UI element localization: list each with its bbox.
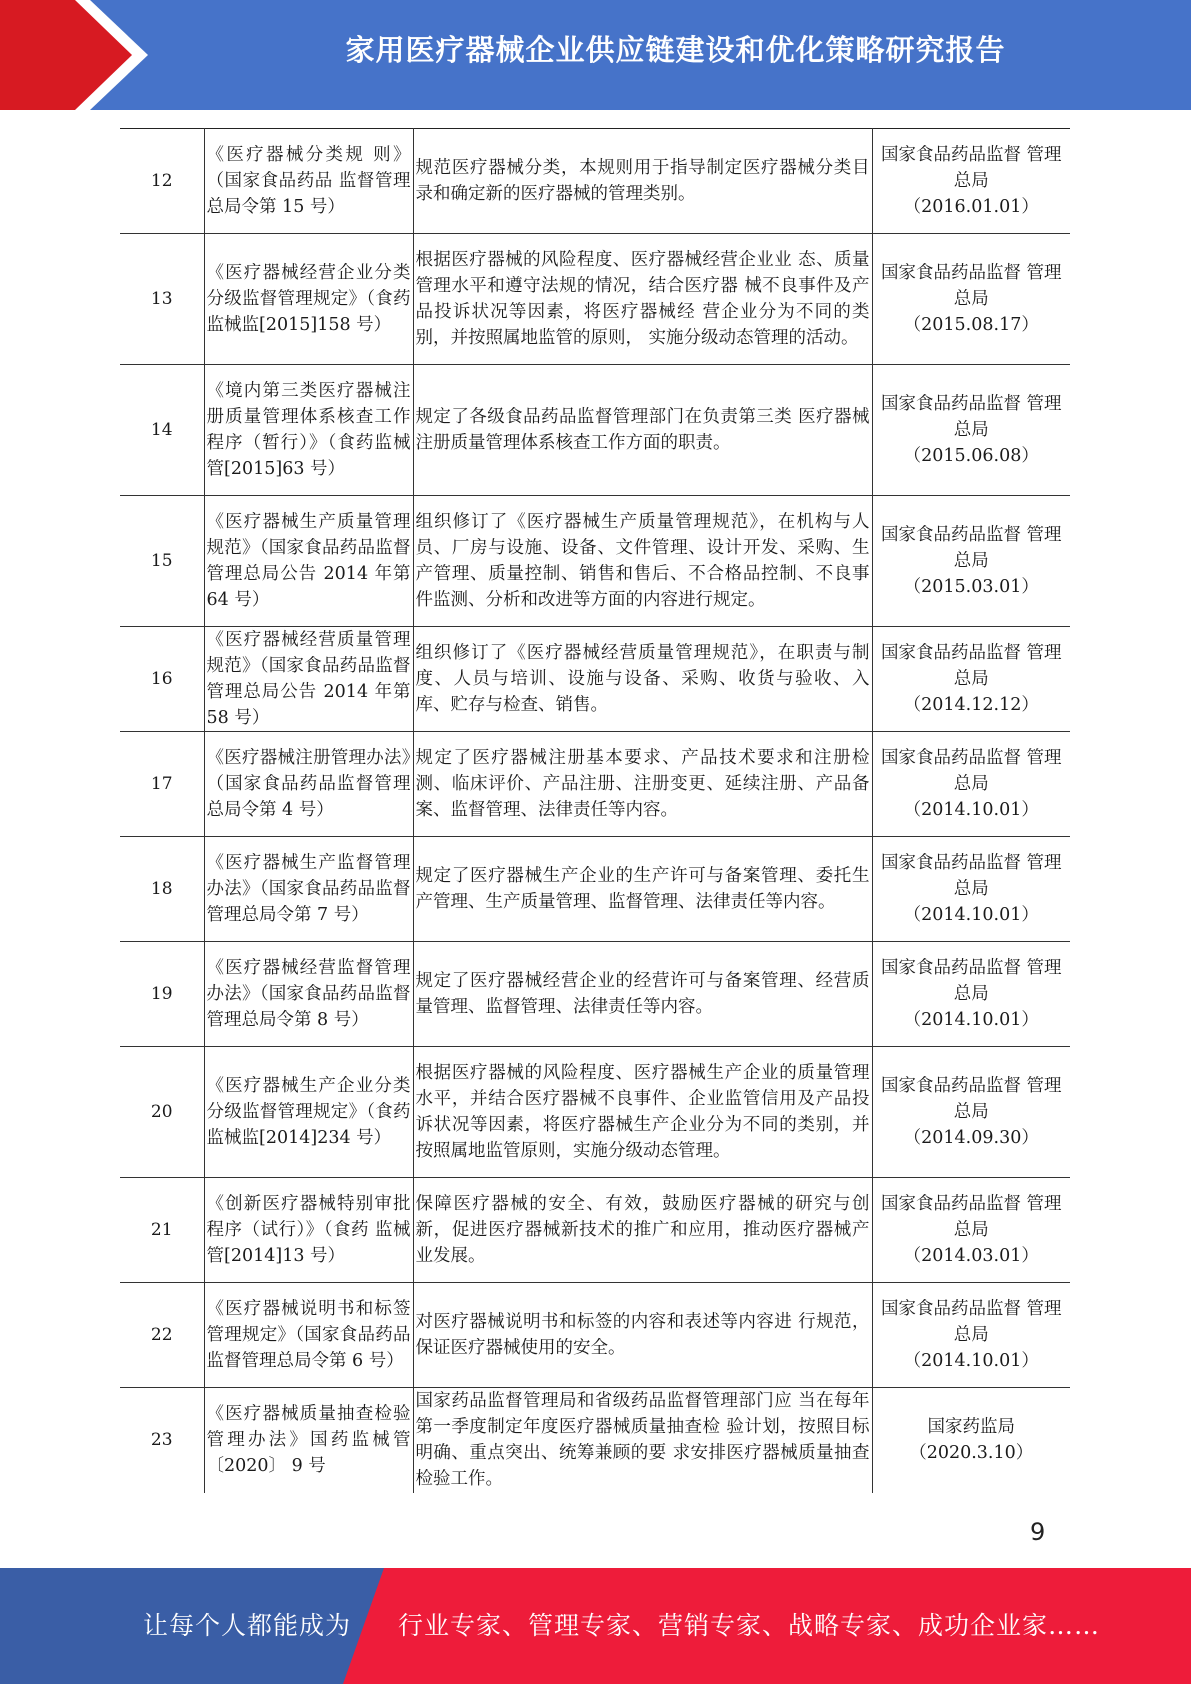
- regulation-title: 《医疗器械经营企业分类分级监督管理规定》（食药监械监[2015]158 号）: [204, 234, 413, 365]
- table-row: [120, 732, 1070, 837]
- page-footer: [0, 1568, 1191, 1684]
- effective-date: （2015.03.01）: [903, 577, 1039, 597]
- regulation-title: 《医疗器械生产企业分类分级监督管理规定》（食药监械监[2014]234 号）: [204, 1047, 413, 1178]
- issuer-cell: [872, 129, 1070, 234]
- table-row: [120, 365, 1070, 496]
- table-row: [120, 1047, 1070, 1178]
- issuer-cell: [872, 942, 1070, 1047]
- regulation-title: 《医疗器械分类规 则》（国家食品药品 监督管理总局令第 15 号）: [204, 129, 413, 234]
- regulations-table: [120, 128, 1070, 1493]
- table-row: [120, 942, 1070, 1047]
- issuer-name: 国家食品药品监督 管理总局: [880, 643, 1062, 689]
- regulation-title: 《医疗器械生产监督管理办法》（国家食品药品监督管理总局令第 7 号）: [204, 837, 413, 942]
- table-row: [120, 1388, 1070, 1493]
- table-row: [120, 837, 1070, 942]
- issuer-cell: [872, 1283, 1070, 1388]
- regulation-title: 《创新医疗器械特别审批程序（试行）》（食药 监械管[2014]13 号）: [204, 1178, 413, 1283]
- regulation-description: 根据医疗器械的风险程度、医疗器械经营企业业 态、质量管理水平和遵守法规的情况，结合医疗器 械不良事件及产品投诉状况等因素，将医疗器械经 营企业分为不同的类别，并按照属地监管的原则， 实施分级动态管理的活动。: [413, 234, 872, 365]
- effective-date: （2020.3.10）: [909, 1443, 1034, 1464]
- footer-slogan-left: 让每个人都能成为: [143, 1611, 352, 1640]
- regulation-title: 《医疗器械说明书和标签管理规定》（国家食品药品监督管理总局令第 6 号）: [204, 1283, 413, 1388]
- page-header: [0, 0, 1191, 110]
- regulation-description: 组织修订了《医疗器械生产质量管理规范》，在机构与人员、厂房与设施、设备、文件管理、设计开发、采购、生产管理、质量控制、销售和售后、不合格品控制、不良事件监测、分析和改进等方面的内容进行规定。: [413, 496, 872, 627]
- row-number: 23: [120, 1388, 204, 1493]
- regulation-description: 国家药品监督管理局和省级药品监督管理部门应 当在每年第一季度制定年度医疗器械质量抽查检 验计划，按照目标明确、重点突出、统筹兼顾的要 求安排医疗器械质量抽查检验工作。: [413, 1388, 872, 1493]
- effective-date: （2015.06.08）: [903, 446, 1039, 466]
- issuer-name: 国家食品药品监督 管理总局: [880, 748, 1062, 794]
- row-number: 18: [120, 837, 204, 942]
- issuer-cell: [872, 1047, 1070, 1178]
- row-number: 12: [120, 129, 204, 234]
- regulation-title: 《医疗器械经营监督管理办法》（国家食品药品监督管理总局令第 8 号）: [204, 942, 413, 1047]
- regulation-description: 规定了各级食品药品监督管理部门在负责第三类 医疗器械注册质量管理体系核查工作方面的职责。: [413, 365, 872, 496]
- issuer-cell: [872, 1178, 1070, 1283]
- regulation-title: 《医疗器械生产质量管理规范》（国家食品药品监督管理总局公告 2014 年第 64 号）: [204, 496, 413, 627]
- effective-date: （2014.10.01）: [903, 800, 1039, 820]
- regulation-title: 《医疗器械质量抽查检验管理办法》国药监械管〔2020〕 9 号: [204, 1388, 413, 1493]
- issuer-name: 国家食品药品监督 管理总局: [880, 1076, 1062, 1122]
- issuer-name: 国家食品药品监督 管理总局: [880, 525, 1062, 571]
- row-number: 16: [120, 627, 204, 732]
- effective-date: （2014.03.01）: [903, 1246, 1039, 1266]
- effective-date: （2014.10.01）: [903, 905, 1039, 925]
- issuer-name: 国家食品药品监督 管理总局: [880, 1194, 1062, 1240]
- issuer-name: 国家药监局: [927, 1417, 1015, 1438]
- regulation-description: 保障医疗器械的安全、有效，鼓励医疗器械的研究与创新，促进医疗器械新技术的推广和应用，推动医疗器械产业发展。: [413, 1178, 872, 1283]
- regulation-title: 《医疗器械经营质量管理规范》（国家食品药品监督管理总局公告 2014 年第 58 号）: [204, 627, 413, 732]
- issuer-cell: [872, 837, 1070, 942]
- regulation-description: 规定了医疗器械生产企业的生产许可与备案管理、委托生产管理、生产质量管理、监督管理、法律责任等内容。: [413, 837, 872, 942]
- issuer-cell: [872, 732, 1070, 837]
- issuer-cell: [872, 234, 1070, 365]
- regulation-title: 《医疗器械注册管理办法》（国家食品药品监督管理总局令第 4 号）: [204, 732, 413, 837]
- report-title: 家用医疗器械企业供应链建设和优化策略研究报告: [345, 33, 1006, 67]
- regulation-description: 规范医疗器械分类，本规则用于指导制定医疗器械分类目录和确定新的医疗器械的管理类别。: [413, 129, 872, 234]
- row-number: 14: [120, 365, 204, 496]
- issuer-cell: [872, 496, 1070, 627]
- row-number: 22: [120, 1283, 204, 1388]
- effective-date: （2014.12.12）: [903, 695, 1039, 715]
- regulation-description: 根据医疗器械的风险程度、医疗器械生产企业的质量管理水平，并结合医疗器械不良事件、企业监管信用及产品投诉状况等因素，将医疗器械生产企业分为不同的类别，并按照属地监管原则，实施分级动态管理。: [413, 1047, 872, 1178]
- table-row: [120, 1178, 1070, 1283]
- regulation-description: 规定了医疗器械注册基本要求、产品技术要求和注册检测、临床评价、产品注册、注册变更、延续注册、产品备案、监督管理、法律责任等内容。: [413, 732, 872, 837]
- issuer-name: 国家食品药品监督 管理总局: [880, 958, 1062, 1004]
- row-number: 13: [120, 234, 204, 365]
- table-row: [120, 496, 1070, 627]
- row-number: 19: [120, 942, 204, 1047]
- regulation-description: 对医疗器械说明书和标签的内容和表述等内容进 行规范，保证医疗器械使用的安全。: [413, 1283, 872, 1388]
- issuer-cell: [872, 627, 1070, 732]
- effective-date: （2016.01.01）: [903, 197, 1039, 217]
- row-number: 15: [120, 496, 204, 627]
- regulation-description: 组织修订了《医疗器械经营质量管理规范》，在职责与制度、人员与培训、设施与设备、采购、收货与验收、入库、贮存与检查、销售。: [413, 627, 872, 732]
- effective-date: （2014.10.01）: [903, 1351, 1039, 1371]
- effective-date: （2014.10.01）: [903, 1010, 1039, 1030]
- issuer-name: 国家食品药品监督 管理总局: [880, 853, 1062, 899]
- issuer-name: 国家食品药品监督 管理总局: [880, 1299, 1062, 1345]
- table-row: [120, 627, 1070, 732]
- issuer-cell: [872, 1388, 1070, 1493]
- issuer-name: 国家食品药品监督 管理总局: [880, 145, 1062, 191]
- footer-slogan-right: 行业专家、管理专家、营销专家、战略专家、成功企业家……: [398, 1611, 1101, 1640]
- table-row: [120, 1283, 1070, 1388]
- issuer-cell: [872, 365, 1070, 496]
- regulation-description: 规定了医疗器械经营企业的经营许可与备案管理、经营质量管理、监督管理、法律责任等内容。: [413, 942, 872, 1047]
- regulation-title: 《境内第三类医疗器械注册质量管理体系核查工作程序（暂行）》（食药监械管[2015]63 号）: [204, 365, 413, 496]
- issuer-name: 国家食品药品监督 管理总局: [880, 394, 1062, 440]
- row-number: 21: [120, 1178, 204, 1283]
- page-number: 9: [1030, 1518, 1046, 1546]
- row-number: 20: [120, 1047, 204, 1178]
- effective-date: （2014.09.30）: [903, 1128, 1039, 1148]
- row-number: 17: [120, 732, 204, 837]
- issuer-name: 国家食品药品监督 管理总局: [880, 263, 1062, 309]
- table-row: [120, 129, 1070, 234]
- effective-date: （2015.08.17）: [903, 315, 1039, 335]
- table-row: [120, 234, 1070, 365]
